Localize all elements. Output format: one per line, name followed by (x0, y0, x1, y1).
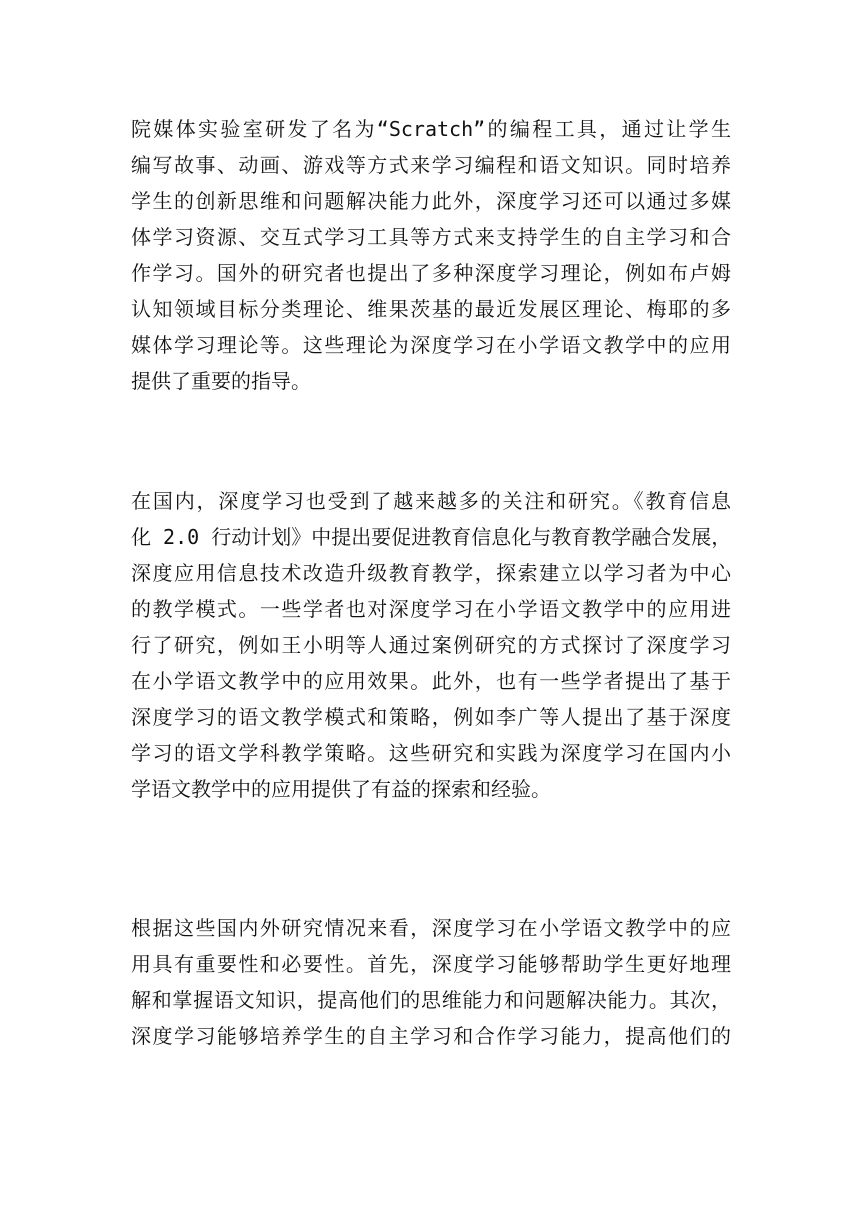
text-line: 学生的创新思维和问题解决能力此外，深度学习还可以通过多媒 (131, 189, 731, 213)
text-line: 体学习资源、交互式学习工具等方式来支持学生的自主学习和合 (131, 225, 731, 249)
text-line: 深度应用信息技术改造升级教育教学，探索建立以学习者为中心 (131, 561, 731, 585)
text-line: 的教学模式。一些学者也对深度学习在小学语文教学中的应用进 (131, 597, 731, 621)
text-line: 深度学习的语文教学模式和策略，例如李广等人提出了基于深度 (131, 705, 731, 729)
text-line: 认知领域目标分类理论、维果茨基的最近发展区理论、梅耶的多 (131, 297, 731, 321)
text-line: 学习的语文学科教学策略。这些研究和实践为深度学习在国内小 (131, 741, 731, 765)
text-line: 化 2.0 行动计划》中提出要促进教育信息化与教育教学融合发展， (131, 525, 731, 549)
paragraph-domestic-research (131, 483, 731, 807)
text-line: 在国内，深度学习也受到了越来越多的关注和研究。《教育信息 (131, 489, 731, 513)
text-line: 学语文教学中的应用提供了有益的探索和经验。 (131, 777, 551, 801)
text-line: 用具有重要性和必要性。首先，深度学习能够帮助学生更好地理 (131, 952, 731, 976)
paragraph-scratch-foreign-research (131, 111, 731, 399)
text-line: 提供了重要的指导。 (131, 369, 311, 393)
paragraph-conclusion (131, 910, 731, 1054)
text-line: 在小学语文教学中的应用效果。此外，也有一些学者提出了基于 (131, 669, 731, 693)
text-line: 院媒体实验室研发了名为“Scratch”的编程工具，通过让学生 (131, 117, 731, 141)
text-line: 行了研究，例如王小明等人通过案例研究的方式探讨了深度学习 (131, 633, 731, 657)
text-line: 编写故事、动画、游戏等方式来学习编程和语文知识。同时培养 (131, 153, 731, 177)
text-line: 深度学习能够培养学生的自主学习和合作学习能力，提高他们的 (131, 1024, 731, 1048)
text-line: 解和掌握语文知识，提高他们的思维能力和问题解决能力。其次， (131, 988, 731, 1012)
text-line: 媒体学习理论等。这些理论为深度学习在小学语文教学中的应用 (131, 333, 731, 357)
text-line: 根据这些国内外研究情况来看，深度学习在小学语文教学中的应 (131, 916, 731, 940)
text-line: 作学习。国外的研究者也提出了多种深度学习理论，例如布卢姆 (131, 261, 731, 285)
